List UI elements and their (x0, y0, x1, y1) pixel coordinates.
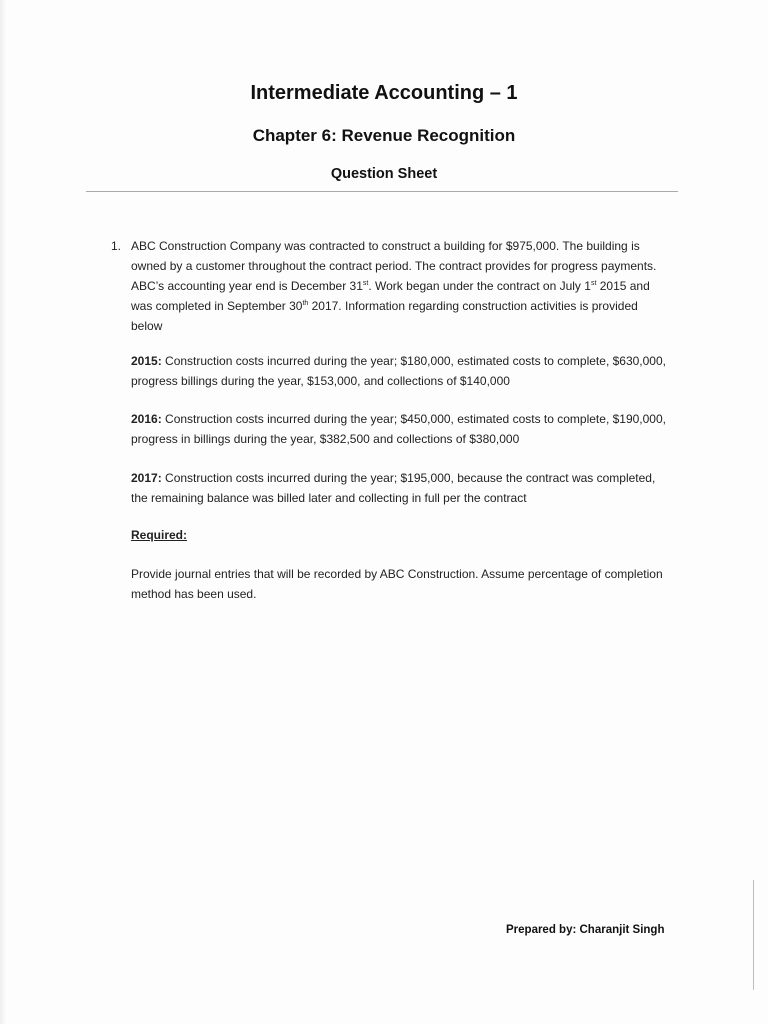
chapter-heading: Chapter 6: Revenue Recognition (252, 126, 516, 145)
required-instructions: Provide journal entries that will be recorded by ABC Construction. Assume percentage of completion method has been used. (131, 567, 663, 601)
header-divider (86, 191, 678, 192)
scan-mark-right (753, 880, 754, 990)
document-title: Intermediate Accounting – 1 (250, 82, 518, 104)
intro-superscript-2: st (590, 280, 597, 287)
year-2015-paragraph (131, 351, 671, 391)
year-2016-label: 2016: (131, 412, 162, 426)
intro-text-a: ABC Construction Company was contracted to construct a building for $975,000. The building is owned by a customer throughout the contract period. The contract provides for progress payments. ABC’s accounting year end is December 31 (131, 239, 657, 293)
question-number: 1. (111, 239, 122, 253)
year-2015-label: 2015: (131, 354, 162, 368)
scan-shadow-left (0, 0, 6, 1024)
intro-text-b: . Work began under the contract on July 1 (368, 279, 591, 293)
year-2017-text: Construction costs incurred during the year; $195,000, because the contract was completed, the remaining balance was billed later and collecting in full per the contract (131, 471, 656, 505)
required-heading: Required: (131, 528, 188, 542)
intro-superscript-1: st (362, 280, 369, 287)
question-intro (131, 236, 671, 336)
intro-text-d: 2017. Information regarding construction activities is provided below (131, 299, 638, 333)
intro-superscript-3: th (302, 300, 309, 307)
intro-text-c: 2015 and was completed in September 30 (131, 279, 650, 313)
year-2017-paragraph (131, 468, 671, 508)
year-2017-label: 2017: (131, 471, 162, 485)
sheet-heading: Question Sheet (330, 166, 438, 182)
prepared-by: Prepared by: Charanjit Singh (506, 924, 665, 936)
year-2015-text: Construction costs incurred during the year; $180,000, estimated costs to complete, $630,000, progress billings during the year, $153,000, and collections of $140,000 (131, 354, 666, 388)
year-2016-text: Construction costs incurred during the year; $450,000, estimated costs to complete, $190,000, progress in billings during the year, $382,500 and collections of $380,000 (131, 412, 666, 446)
year-2016-paragraph (131, 409, 671, 449)
